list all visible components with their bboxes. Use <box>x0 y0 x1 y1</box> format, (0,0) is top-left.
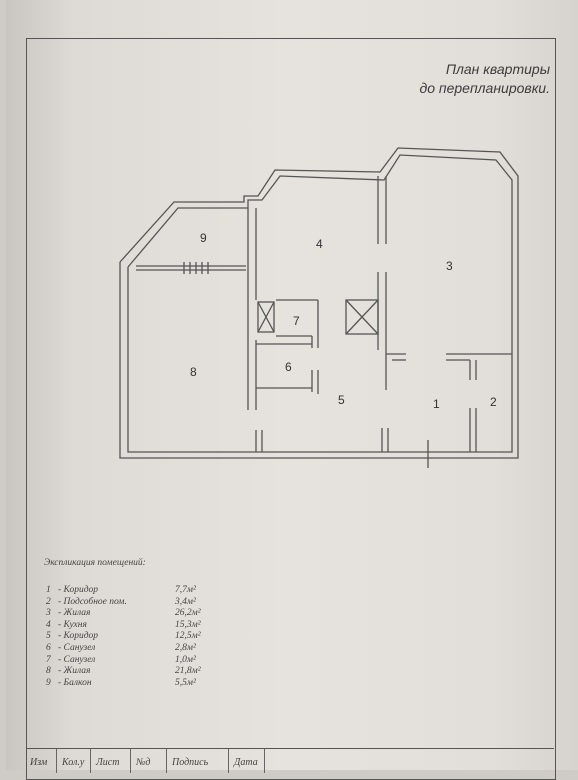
legend-area: 5,5м² <box>175 677 196 688</box>
stamp-divider <box>166 749 167 773</box>
legend-row <box>44 620 304 632</box>
legend-num: 5 <box>46 631 51 642</box>
room-label-1: 1 <box>433 397 440 411</box>
title-block <box>26 748 554 773</box>
legend-row <box>44 608 304 620</box>
legend-name: - Жилая <box>58 666 91 677</box>
legend-row <box>44 631 304 643</box>
legend-area: 21,8м² <box>175 666 201 677</box>
stamp-col-sheet: Лист <box>96 757 120 768</box>
room-label-3: 3 <box>446 259 453 273</box>
plan-title-line1: План квартиры <box>445 61 550 77</box>
stamp-divider <box>90 749 91 773</box>
room-label-4: 4 <box>316 237 323 251</box>
legend-area: 15,3м² <box>175 619 201 630</box>
legend-area: 3,4м² <box>175 596 196 607</box>
legend-num: 4 <box>46 619 51 630</box>
plan-title-line2: до перепланировки. <box>419 80 550 96</box>
legend-row <box>44 678 304 690</box>
legend-num: 2 <box>46 596 51 607</box>
legend-name: - Санузел <box>58 642 96 653</box>
stamp-divider <box>130 749 131 773</box>
stamp-col-change: Изм <box>30 757 48 768</box>
stamp-col-doc: №д <box>136 757 151 768</box>
stamp-col-date: Дата <box>234 757 258 768</box>
legend-row <box>44 585 304 597</box>
legend-num: 9 <box>46 677 51 688</box>
legend-area: 2,8м² <box>175 642 196 653</box>
legend-num: 7 <box>46 654 51 665</box>
legend-area: 26,2м² <box>175 608 201 619</box>
stamp-divider <box>228 749 229 773</box>
room-label-2: 2 <box>490 395 497 409</box>
plan-walls <box>120 148 518 468</box>
legend-area: 7,7м² <box>175 585 196 595</box>
room-label-6: 6 <box>285 360 292 374</box>
room-label-7: 7 <box>293 314 300 328</box>
stamp-divider <box>264 749 265 773</box>
legend-name: - Подсобное пом. <box>58 596 127 607</box>
legend-num: 6 <box>46 642 51 653</box>
stamp-col-qty: Кол.у <box>62 757 85 768</box>
legend-num: 8 <box>46 666 51 677</box>
legend-name: - Кухня <box>58 619 87 630</box>
room-label-8: 8 <box>190 365 197 379</box>
legend-num: 1 <box>46 585 51 595</box>
legend-area: 12,5м² <box>175 631 201 642</box>
room-label-5: 5 <box>338 393 345 407</box>
room-label-9: 9 <box>200 231 207 245</box>
room-explication <box>44 558 304 689</box>
legend-row <box>44 666 304 678</box>
legend-name: - Коридор <box>58 631 99 642</box>
legend-num: 3 <box>46 608 51 619</box>
legend-row <box>44 655 304 667</box>
stamp-divider <box>56 749 57 773</box>
legend-name: - Коридор <box>58 585 99 595</box>
legend-name: - Жилая <box>58 608 91 619</box>
legend-row <box>44 643 304 655</box>
legend-name: - Санузел <box>58 654 96 665</box>
legend-row <box>44 597 304 609</box>
legend-name: - Балкон <box>58 677 92 688</box>
stamp-col-signature: Подпись <box>172 757 209 768</box>
legend-title: Экспликация помещений: <box>44 558 146 568</box>
legend-area: 1,0м² <box>175 654 196 665</box>
